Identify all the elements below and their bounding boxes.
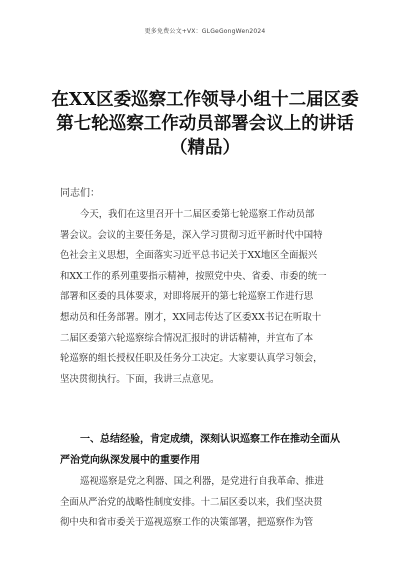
salutation: 同志们： <box>60 188 100 199</box>
paragraph-line: 轮巡察的组长授权任职及任务分工决定。大家要认真学习领会， <box>60 353 323 365</box>
paragraph-line: 想动员和任务部署。刚才，XX同志传达了区委XX书记在听取十 <box>60 311 322 323</box>
title-line-3: （精品） <box>170 138 240 158</box>
section-1-heading <box>60 430 352 471</box>
paragraph-line: 署会议。会议的主要任务是，深入学习贯彻习近平新时代中国特 <box>60 229 323 241</box>
title-line-2: 第七轮巡察工作动员部署会议上的讲话 <box>56 114 354 134</box>
heading-line: 严治党向纵深发展中的重要作用 <box>60 454 200 466</box>
paragraph-line: 今天，我们在这里召开十二届区委第七轮巡察工作动员部 <box>80 209 315 220</box>
paragraph-line: 全面从严治党的战略性制度安排。十二届区委以来，我们坚决贯 <box>60 496 323 508</box>
document-title <box>40 88 370 160</box>
paragraph-line: 二届区委第六轮巡察综合情况汇报时的讲话精神，并宣布了本 <box>60 332 314 344</box>
heading-line: 一、总结经验，肯定成绩，深刻认识巡察工作在推动全面从 <box>80 434 340 445</box>
paragraph-line: 部署和区委的具体要求，对即将展开的第七轮巡察工作进行思 <box>60 291 314 303</box>
paragraph-2 <box>60 472 352 534</box>
paragraph-line: 和XX工作的系列重要指示精神，按照党中央、省委、市委的统一 <box>60 270 327 282</box>
paragraph-line: 巡视巡察是党之利器、国之利器，是党进行自我革命、推进 <box>80 476 324 487</box>
paragraph-line: 彻中央和省市委关于巡视巡察工作的决策部署，把巡察作为管 <box>60 517 314 529</box>
title-line-1: 在XX区委巡察工作领导小组十二届区委 <box>51 90 359 110</box>
paragraph-line: 坚决贯彻执行。下面，我讲三点意见。 <box>60 373 220 385</box>
header-note: 更多免费公文+VX：GLGeGongWen2024 <box>144 28 266 35</box>
paragraph-line: 色社会主义思想，全面落实习近平总书记关于XX地区全面振兴 <box>60 250 318 262</box>
paragraph-1 <box>60 205 352 390</box>
